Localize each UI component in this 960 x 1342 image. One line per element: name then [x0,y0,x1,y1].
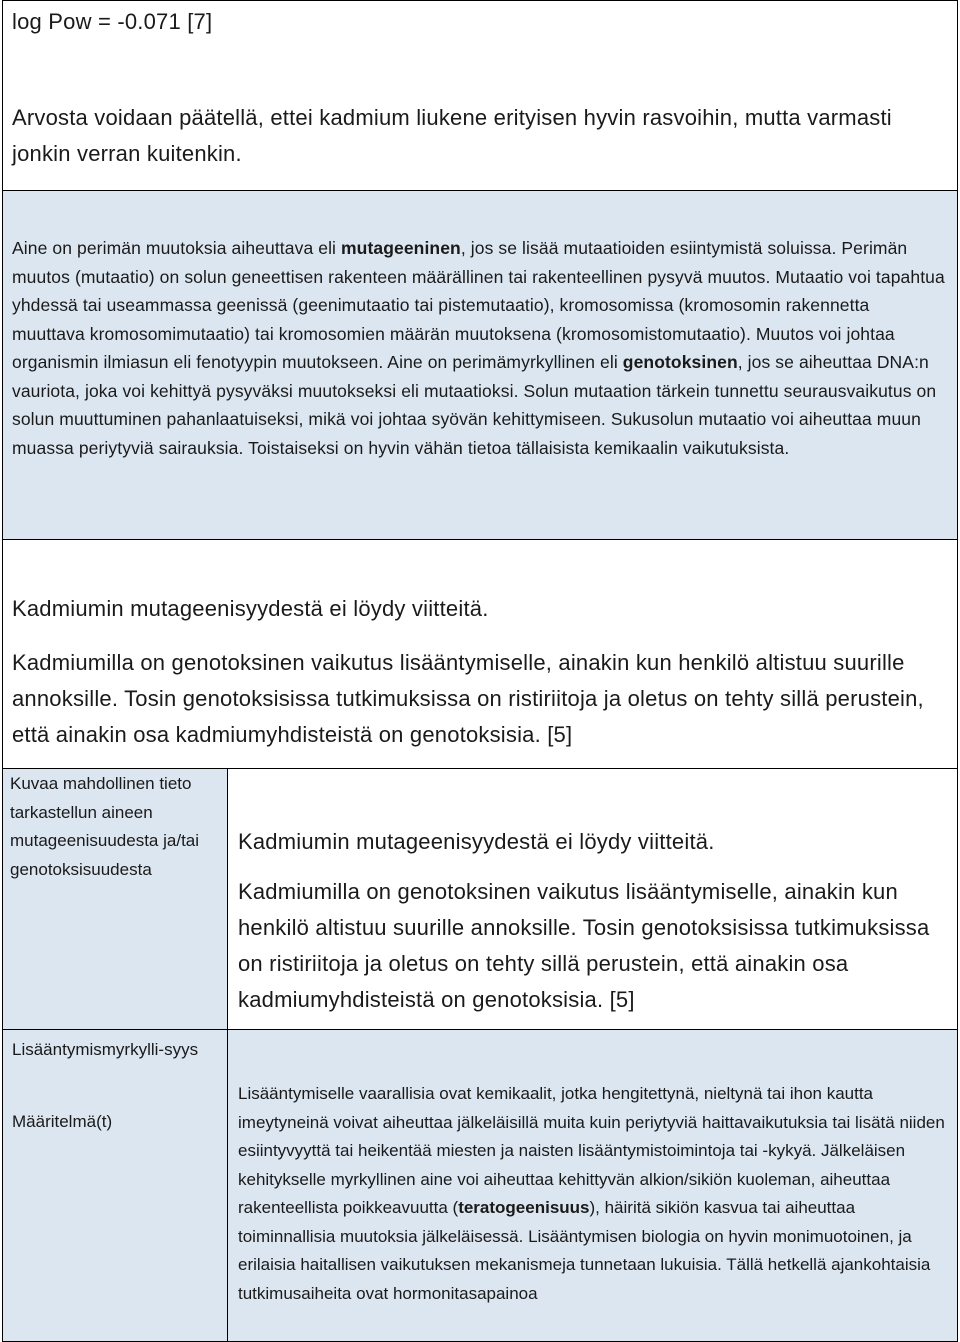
logpow-conclusion: Arvosta voidaan päätellä, ettei kadmium liukene erityisen hyvin rasvoihin, mutta varmasti jonkin verran kuitenkin. [12,105,892,166]
row-value-mutagenicity-1: Kadmiumin mutageenisyydestä ei löydy viitteitä. [238,829,715,854]
logpow-value: log Pow = -0.071 [7] [12,9,213,34]
text-segment: ), häiritä sikiön kasvua tai aiheuttaa toiminnallisia muutoksia jälkeläisessä. Lisääntymisen biologia on hyvin monimuotoinen, ja erilaisia haitallisen vaikutuksen mekanismeja tunnetaan lukuisia. Tällä hetkellä ajankohtaisia tutkimusaiheita ovat hormonitasapainoa [238,1198,931,1303]
text-segment: , jos se lisää mutaatioiden esiintymistä soluissa. Perimän muutos (mutaatio) on solun geneettisen rakenteen määrällinen tai rakenteellinen pysyvä muutos. Mutaatio voi tapahtua yhdessä tai useammassa geenissä (geenimutaatio tai pistemutaatio), kromosomissa (kromosomin rakennetta muuttava kromosomimutaatio) tai kromosomien määrän muutoksena (kromosomistomutaatio). Muutos voi johtaa organismin ilmiasun eli fenotyypin muutokseen. Aine on perimämyrkyllinen eli [12,238,945,372]
bold-term-mutageeninen: mutageeninen [341,238,461,258]
bold-term-teratogeenisuus: teratogeenisuus [458,1198,590,1217]
table-cell-label-reproductive [2,1030,228,1342]
bold-term-genotoksinen: genotoksinen [622,352,738,372]
row-label-mutagenicity: Kuvaa mahdollinen tieto tarkastellun aineen mutageenisuudesta ja/tai genotoksisuudesta [10,774,200,879]
text-segment: , jos se aiheuttaa DNA:n vauriota, joka voi kehittyä pysyväksi muutokseksi eli mutaatioksi. Solun mutaation tärkein tunnettu seurausvaikutus on solun muuttuminen pahanlaatuiseksi, mikä voi johtaa syövän kehittymiseen. Sukusolun mutaatio voi aiheuttaa muun muassa periytyviä sairauksia. Toistaiseksi on hyvin vähän tietoa tällaisista kemikaalin vaikutuksista. [12,352,937,458]
reproductive-toxicity-definition [238,1080,950,1308]
row-value-mutagenicity-2: Kadmiumilla on genotoksinen vaikutus lisääntymiselle, ainakin kun henkilö altistuu suurille annoksille. Tosin genotoksisissa tutkimuksissa on ristiriitoja ja oletus on tehty sillä perustein, että ainakin osa kadmiumyhdisteistä on genotoksisia. [5] [238,879,930,1012]
text-segment: Aine on perimän muutoksia aiheuttava eli [12,238,342,258]
cadmium-genotoxicity-statement: Kadmiumilla on genotoksinen vaikutus lisääntymiselle, ainakin kun henkilö altistuu suurille annoksille. Tosin genotoksisissa tutkimuksissa on ristiriitoja ja oletus on tehty sillä perustein, että ainakin osa kadmiumyhdisteistä on genotoksisia. [5] [12,650,924,747]
row-label-definitions: Määritelmä(t) [12,1112,113,1131]
cadmium-mutagenicity-statement: Kadmiumin mutageenisyydestä ei löydy viitteitä. [12,596,489,621]
text-segment: Lisääntymiselle vaarallisia ovat kemikaalit, jotka hengitettynä, nieltynä tai ihon kautta imeytyneinä voivat aiheuttaa jälkeläisillä muita kuin periytyviä haittavaikutuksia tai lisätä niiden esiintyvyyttä tai heikentää miesten ja naisten lisääntymistoimintoja tai -kykyä. Jälkeläisen kehitykselle myrkyllinen aine voi aiheuttaa kehittyvän alkion/sikiön kuoleman, aiheuttaa rakenteellista poikkeavuutta ( [238,1084,945,1217]
row-label-reproductive-toxicity: Lisääntymismyrkylli-syys [12,1040,199,1059]
mutagenicity-definition-paragraph [12,234,947,462]
